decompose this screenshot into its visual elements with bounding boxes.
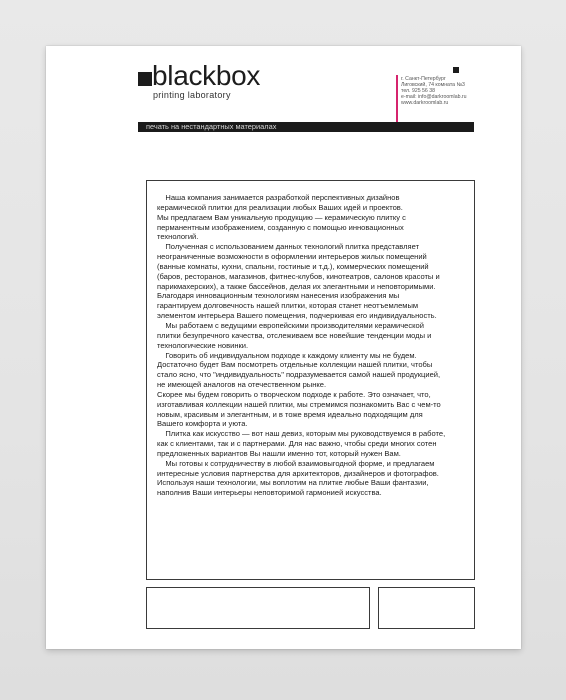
body-line: перманентным изображением, созданную с помощью инновационных — [157, 222, 404, 232]
body-line: интересные условия партнерства для архитекторов, дизайнеров и фотографов. — [157, 468, 439, 478]
body-line: Плитка как искусство — вот наш девиз, которым мы руководствуемся в работе, — [157, 429, 446, 439]
body-line: наполнив Ваши интерьеры неповторимой гармонией искусства. — [157, 488, 382, 498]
letterhead-sheet — [46, 46, 521, 649]
body-line: как с клиентами, так и с партнерами. Для нас важно, чтобы среди многих сотен — [157, 439, 437, 449]
body-line: Вашего комфорта и уюта. — [157, 419, 248, 429]
body-line: предложенных вариантов Вы нашли именно тот, который нужен Вам. — [157, 448, 401, 458]
body-line: Используя наши технологии, мы воплотим на плитке любые Ваши фантазии, — [157, 478, 429, 488]
body-line: гарантируем долговечность нашей плитки, которая станет неотъемлемым — [157, 301, 419, 311]
body-line: технологий. — [157, 232, 199, 242]
body-line: Скорее мы будем говорить о творческом подходе к работе. Это означает, что, — [157, 389, 431, 399]
body-line: Полученная с использованием данных технологий плитка представляет — [157, 242, 420, 252]
body-line: керамической плитки для реализации любых Ваших идей и проектов. — [157, 202, 403, 212]
brand-subtitle: printing laboratory — [153, 90, 231, 100]
body-line: Наша компания занимается разработкой перспективных дизайнов — [157, 193, 400, 202]
body-line: элементом интерьера Вашего помещения, подчеркивая его индивидуальность. — [157, 311, 437, 321]
body-line: плитки безупречного качества, отслеживаем все новейшие тенденции моды и — [157, 330, 432, 340]
body-line: Мы готовы к сотрудничеству в любой взаимовыгодной форме, и предлагаем — [157, 458, 435, 468]
corner-square-mark — [453, 67, 459, 73]
body-line: Говорить об индивидуальном подходе к каждому клиенту мы не будем. — [157, 350, 417, 360]
tagline-bar — [138, 122, 474, 132]
body-line: парикмахерских), а также бассейнов, делая их элегантными и неповторимыми. — [157, 281, 436, 291]
footer-box-left — [146, 587, 370, 629]
body-line: Достаточно будет Вам посмотреть отдельные коллекции нашей плитки, чтобы — [157, 360, 433, 370]
body-line: изготавливая коллекции нашей плитки, мы стремимся познакомить Вас с чем-то — [157, 399, 441, 409]
contact-website: www.darkroomlab.ru — [401, 100, 449, 107]
body-line: неограниченные возможности в оформлении интерьеров жилых помещений — [157, 252, 427, 262]
body-line: технологические новинки. — [157, 340, 249, 350]
body-line: (баров, ресторанов, магазинов, фитнес-клубов, кинотеатров, салонов красоты и — [157, 271, 440, 281]
body-line: не имеющей аналогов на отечественном рынке. — [157, 380, 327, 390]
contact-block — [401, 76, 491, 106]
contact-address: Лиговский, 74 комната №3 — [401, 82, 465, 89]
body-line: Мы работаем с ведущими европейскими производителями керамической — [157, 320, 424, 330]
footer-box-right — [378, 587, 475, 629]
contact-accent-bar — [396, 75, 398, 124]
body-text — [157, 193, 469, 498]
body-line: стало ясно, что "индивидуальность" подразумевается самой нашей продукцией, — [157, 370, 441, 380]
body-line: Мы предлагаем Вам уникальную продукцию — керамическую плитку с — [157, 212, 406, 222]
tagline-text: печать на нестандартных материалах — [146, 122, 277, 131]
contact-email: e-mail: info@darkroomlab.ru — [401, 94, 467, 101]
contact-phone: тел. 925 56 38 — [401, 88, 436, 95]
contact-city: г. Санкт-Петербург — [401, 76, 446, 82]
body-text-frame — [146, 180, 475, 580]
body-line: новым, красивым и элегантным, и в тоже время идеально подходящим для — [157, 409, 423, 419]
body-line: (ванные комнаты, кухни, спальни, гостиные и т.д.), коммерческих помещений — [157, 261, 429, 271]
body-line: Благодаря инновационным технологиям нанесения изображения мы — [157, 291, 400, 301]
brand-logo: blackbox — [152, 60, 261, 91]
logo-square-mark — [138, 72, 152, 86]
